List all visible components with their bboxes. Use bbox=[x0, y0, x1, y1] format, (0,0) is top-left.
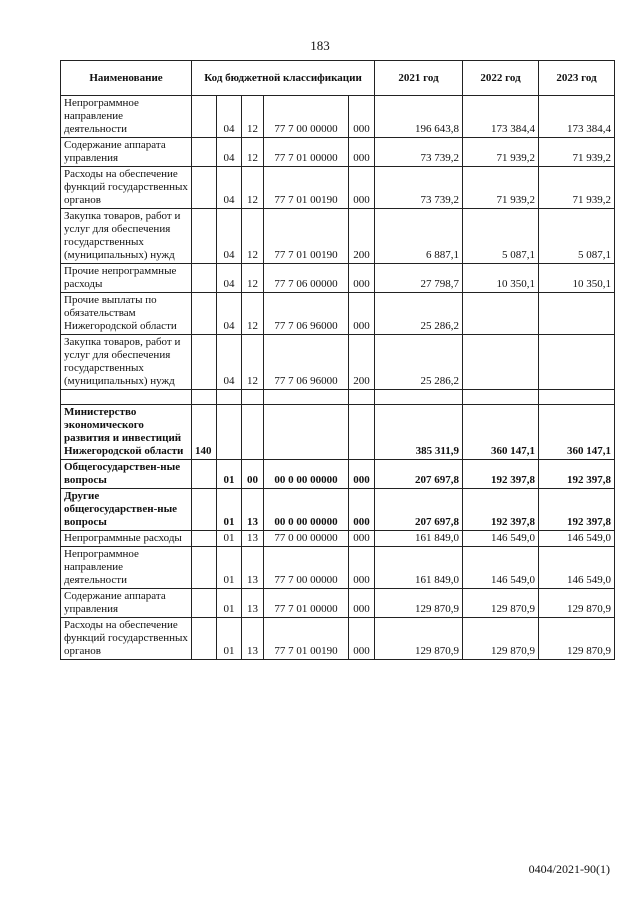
value-2021-cell: 6 887,1 bbox=[375, 209, 463, 264]
header-classification: Код бюджетной классификации bbox=[192, 61, 375, 96]
value-2022-cell: 360 147,1 bbox=[463, 405, 539, 460]
value-2021-cell: 161 849,0 bbox=[375, 547, 463, 589]
code-type-cell: 000 bbox=[349, 96, 375, 138]
empty-cell bbox=[217, 390, 242, 405]
code-subsection-cell bbox=[242, 405, 264, 460]
code-target-cell: 77 7 01 00190 bbox=[264, 167, 349, 209]
value-2021-cell: 73 739,2 bbox=[375, 138, 463, 167]
code-ministry-cell bbox=[192, 460, 217, 489]
code-type-cell: 000 bbox=[349, 547, 375, 589]
value-2023-cell: 5 087,1 bbox=[539, 209, 615, 264]
code-section-cell: 01 bbox=[217, 460, 242, 489]
code-type-cell: 200 bbox=[349, 209, 375, 264]
value-2023-cell: 360 147,1 bbox=[539, 405, 615, 460]
code-ministry-cell bbox=[192, 138, 217, 167]
table-row bbox=[61, 335, 615, 390]
table-row bbox=[61, 167, 615, 209]
document-code: 0404/2021-90(1) bbox=[528, 862, 610, 876]
code-ministry-cell bbox=[192, 547, 217, 589]
code-section-cell bbox=[217, 405, 242, 460]
code-type-cell: 000 bbox=[349, 264, 375, 293]
row-name-cell: Непрограммное направление деятельности bbox=[61, 96, 192, 138]
code-subsection-cell: 13 bbox=[242, 589, 264, 618]
code-target-cell: 77 7 06 96000 bbox=[264, 335, 349, 390]
value-2023-cell: 71 939,2 bbox=[539, 167, 615, 209]
code-section-cell: 04 bbox=[217, 138, 242, 167]
table-row bbox=[61, 405, 615, 460]
code-subsection-cell: 13 bbox=[242, 489, 264, 531]
table-row bbox=[61, 531, 615, 547]
code-subsection-cell: 00 bbox=[242, 460, 264, 489]
value-2023-cell bbox=[539, 335, 615, 390]
table-row bbox=[61, 618, 615, 660]
value-2022-cell: 129 870,9 bbox=[463, 589, 539, 618]
code-type-cell: 000 bbox=[349, 618, 375, 660]
value-2023-cell: 10 350,1 bbox=[539, 264, 615, 293]
row-name-cell: Министерство экономического развития и инвестиций Нижегородской области bbox=[61, 405, 192, 460]
empty-cell bbox=[264, 390, 349, 405]
table-body bbox=[61, 96, 615, 660]
row-name-cell: Содержание аппарата управления bbox=[61, 138, 192, 167]
table-row bbox=[61, 547, 615, 589]
code-section-cell: 01 bbox=[217, 547, 242, 589]
empty-cell bbox=[539, 390, 615, 405]
value-2023-cell bbox=[539, 293, 615, 335]
value-2022-cell: 129 870,9 bbox=[463, 618, 539, 660]
empty-cell bbox=[463, 390, 539, 405]
code-ministry-cell bbox=[192, 618, 217, 660]
value-2022-cell: 10 350,1 bbox=[463, 264, 539, 293]
table-row bbox=[61, 209, 615, 264]
table-row bbox=[61, 138, 615, 167]
code-ministry-cell bbox=[192, 264, 217, 293]
code-target-cell: 77 7 01 00000 bbox=[264, 589, 349, 618]
value-2022-cell: 192 397,8 bbox=[463, 489, 539, 531]
code-type-cell: 000 bbox=[349, 531, 375, 547]
code-subsection-cell: 12 bbox=[242, 264, 264, 293]
code-target-cell: 00 0 00 00000 bbox=[264, 489, 349, 531]
code-target-cell: 77 7 01 00190 bbox=[264, 618, 349, 660]
code-section-cell: 01 bbox=[217, 618, 242, 660]
value-2023-cell: 192 397,8 bbox=[539, 489, 615, 531]
code-ministry-cell bbox=[192, 96, 217, 138]
value-2022-cell: 173 384,4 bbox=[463, 96, 539, 138]
value-2022-cell: 146 549,0 bbox=[463, 531, 539, 547]
header-2022: 2022 год bbox=[463, 61, 539, 96]
code-subsection-cell: 13 bbox=[242, 618, 264, 660]
value-2023-cell: 71 939,2 bbox=[539, 138, 615, 167]
code-section-cell: 04 bbox=[217, 96, 242, 138]
empty-cell bbox=[242, 390, 264, 405]
code-target-cell: 77 7 01 00000 bbox=[264, 138, 349, 167]
code-type-cell: 000 bbox=[349, 293, 375, 335]
value-2022-cell bbox=[463, 335, 539, 390]
code-target-cell: 77 7 06 00000 bbox=[264, 264, 349, 293]
code-ministry-cell bbox=[192, 335, 217, 390]
page-number: 183 bbox=[310, 38, 330, 53]
header-2021: 2021 год bbox=[375, 61, 463, 96]
code-subsection-cell: 12 bbox=[242, 167, 264, 209]
code-subsection-cell: 12 bbox=[242, 209, 264, 264]
header-2023: 2023 год bbox=[539, 61, 615, 96]
code-section-cell: 04 bbox=[217, 209, 242, 264]
code-section-cell: 04 bbox=[217, 335, 242, 390]
table-row bbox=[61, 489, 615, 531]
code-type-cell bbox=[349, 405, 375, 460]
code-subsection-cell: 13 bbox=[242, 531, 264, 547]
code-ministry-cell bbox=[192, 531, 217, 547]
code-section-cell: 04 bbox=[217, 264, 242, 293]
row-name-cell: Закупка товаров, работ и услуг для обеспечения государственных (муниципальных) нужд bbox=[61, 209, 192, 264]
row-name-cell: Другие общегосударствен-ные вопросы bbox=[61, 489, 192, 531]
code-section-cell: 01 bbox=[217, 489, 242, 531]
row-name-cell: Расходы на обеспечение функций государственных органов bbox=[61, 167, 192, 209]
empty-cell bbox=[192, 390, 217, 405]
value-2021-cell: 207 697,8 bbox=[375, 460, 463, 489]
code-section-cell: 01 bbox=[217, 531, 242, 547]
code-target-cell: 77 0 00 00000 bbox=[264, 531, 349, 547]
code-type-cell: 000 bbox=[349, 167, 375, 209]
value-2022-cell: 71 939,2 bbox=[463, 167, 539, 209]
empty-cell bbox=[61, 390, 192, 405]
value-2021-cell: 161 849,0 bbox=[375, 531, 463, 547]
code-type-cell: 000 bbox=[349, 489, 375, 531]
code-type-cell: 000 bbox=[349, 589, 375, 618]
value-2021-cell: 385 311,9 bbox=[375, 405, 463, 460]
table-row bbox=[61, 589, 615, 618]
value-2021-cell: 129 870,9 bbox=[375, 589, 463, 618]
code-target-cell: 77 7 06 96000 bbox=[264, 293, 349, 335]
code-ministry-cell bbox=[192, 589, 217, 618]
value-2021-cell: 25 286,2 bbox=[375, 293, 463, 335]
row-name-cell: Прочие выплаты по обязательствам Нижегородской области bbox=[61, 293, 192, 335]
value-2022-cell: 71 939,2 bbox=[463, 138, 539, 167]
value-2023-cell: 129 870,9 bbox=[539, 589, 615, 618]
code-target-cell: 77 7 00 00000 bbox=[264, 96, 349, 138]
value-2022-cell: 5 087,1 bbox=[463, 209, 539, 264]
code-section-cell: 04 bbox=[217, 167, 242, 209]
code-type-cell: 200 bbox=[349, 335, 375, 390]
row-name-cell: Расходы на обеспечение функций государственных органов bbox=[61, 618, 192, 660]
code-subsection-cell: 12 bbox=[242, 96, 264, 138]
code-target-cell bbox=[264, 405, 349, 460]
code-subsection-cell: 12 bbox=[242, 138, 264, 167]
value-2021-cell: 207 697,8 bbox=[375, 489, 463, 531]
table-row bbox=[61, 96, 615, 138]
code-type-cell: 000 bbox=[349, 138, 375, 167]
code-subsection-cell: 13 bbox=[242, 547, 264, 589]
code-ministry-cell bbox=[192, 167, 217, 209]
header-name: Наименование bbox=[61, 61, 192, 96]
value-2021-cell: 25 286,2 bbox=[375, 335, 463, 390]
code-target-cell: 00 0 00 00000 bbox=[264, 460, 349, 489]
value-2023-cell: 129 870,9 bbox=[539, 618, 615, 660]
table-row bbox=[61, 460, 615, 489]
value-2021-cell: 73 739,2 bbox=[375, 167, 463, 209]
code-ministry-cell: 140 bbox=[192, 405, 217, 460]
value-2021-cell: 27 798,7 bbox=[375, 264, 463, 293]
code-section-cell: 01 bbox=[217, 589, 242, 618]
row-name-cell: Непрограммное направление деятельности bbox=[61, 547, 192, 589]
value-2022-cell bbox=[463, 293, 539, 335]
row-name-cell: Общегосударствен-ные вопросы bbox=[61, 460, 192, 489]
value-2021-cell: 196 643,8 bbox=[375, 96, 463, 138]
empty-cell bbox=[375, 390, 463, 405]
table-row bbox=[61, 264, 615, 293]
row-name-cell: Непрограммные расходы bbox=[61, 531, 192, 547]
value-2023-cell: 146 549,0 bbox=[539, 531, 615, 547]
value-2022-cell: 192 397,8 bbox=[463, 460, 539, 489]
code-ministry-cell bbox=[192, 293, 217, 335]
row-name-cell: Прочие непрограммные расходы bbox=[61, 264, 192, 293]
value-2022-cell: 146 549,0 bbox=[463, 547, 539, 589]
code-target-cell: 77 7 01 00190 bbox=[264, 209, 349, 264]
code-subsection-cell: 12 bbox=[242, 293, 264, 335]
table-header-row bbox=[61, 61, 615, 96]
code-ministry-cell bbox=[192, 209, 217, 264]
code-type-cell: 000 bbox=[349, 460, 375, 489]
code-section-cell: 04 bbox=[217, 293, 242, 335]
value-2023-cell: 146 549,0 bbox=[539, 547, 615, 589]
row-name-cell: Содержание аппарата управления bbox=[61, 589, 192, 618]
table-row bbox=[61, 293, 615, 335]
code-ministry-cell bbox=[192, 489, 217, 531]
value-2023-cell: 192 397,8 bbox=[539, 460, 615, 489]
blank-row bbox=[61, 390, 615, 405]
empty-cell bbox=[349, 390, 375, 405]
row-name-cell: Закупка товаров, работ и услуг для обеспечения государственных (муниципальных) нужд bbox=[61, 335, 192, 390]
budget-table bbox=[60, 60, 615, 660]
value-2023-cell: 173 384,4 bbox=[539, 96, 615, 138]
code-subsection-cell: 12 bbox=[242, 335, 264, 390]
value-2021-cell: 129 870,9 bbox=[375, 618, 463, 660]
code-target-cell: 77 7 00 00000 bbox=[264, 547, 349, 589]
